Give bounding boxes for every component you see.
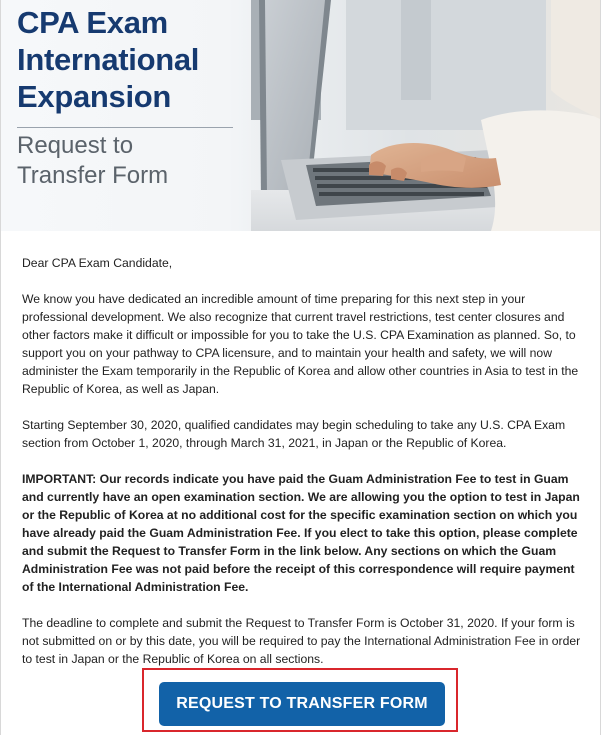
request-transfer-form-button[interactable]: REQUEST TO TRANSFER FORM [159, 682, 445, 726]
deadline-paragraph: The deadline to complete and submit the Request to Transfer Form is October 31, 2020. If your form is not submitted on or by this date, you will be required to pay the International Administration Fee in order to test in Japan or the Republic of Korea on all sections. [22, 616, 581, 666]
schedule-paragraph: Starting September 30, 2020, qualified candidates may begin scheduling to take any U.S. CPA Exam section from October 1, 2020, through March 31, 2021, in Japan or the Republic of Korea. [22, 418, 566, 450]
hero-subtitle-line-2: Transfer Form [17, 162, 169, 189]
laptop-photo-image [251, 0, 600, 231]
hero-subtitle-line-1: Request to [17, 132, 134, 159]
hero-divider [17, 127, 233, 128]
important-paragraph: IMPORTANT: Our records indicate you have paid the Guam Administration Fee to test in Guam and currently have an open examination section. We are allowing you the option to test in Japan or the Republic of Korea at no additional cost for the specific examination section on which you have already paid the Guam Administration Fee. If you elect to take this option, please complete and submit the Request to Transfer Form in the link below. Any sections on which the Guam Administration Fee was not paid before the receipt of this correspondence will require payment of the International Administration Fee. [22, 472, 580, 594]
greeting-text: Dear CPA Exam Candidate, [22, 256, 173, 270]
hero-title-line-1: CPA Exam [17, 5, 168, 40]
hero-title-line-3: Expansion [17, 79, 172, 114]
hero-subtitle [17, 131, 168, 191]
hero-title [17, 4, 199, 115]
email-body [22, 254, 582, 686]
hero-title-line-2: International [17, 42, 200, 77]
hero-banner [1, 0, 600, 231]
intro-paragraph: We know you have dedicated an incredible amount of time preparing for this next step in your professional development. We also recognize that current travel restrictions, test center closures and other factors make it difficult or impossible for you to take the U.S. CPA Examination as planned. So, to support you on your pathway to CPA licensure, and to maintain your health and safety, we will now administer the Exam temporarily in the Republic of Korea and allow other countries in Asia to test in the Republic of Korea, as well as Japan. [22, 292, 579, 396]
